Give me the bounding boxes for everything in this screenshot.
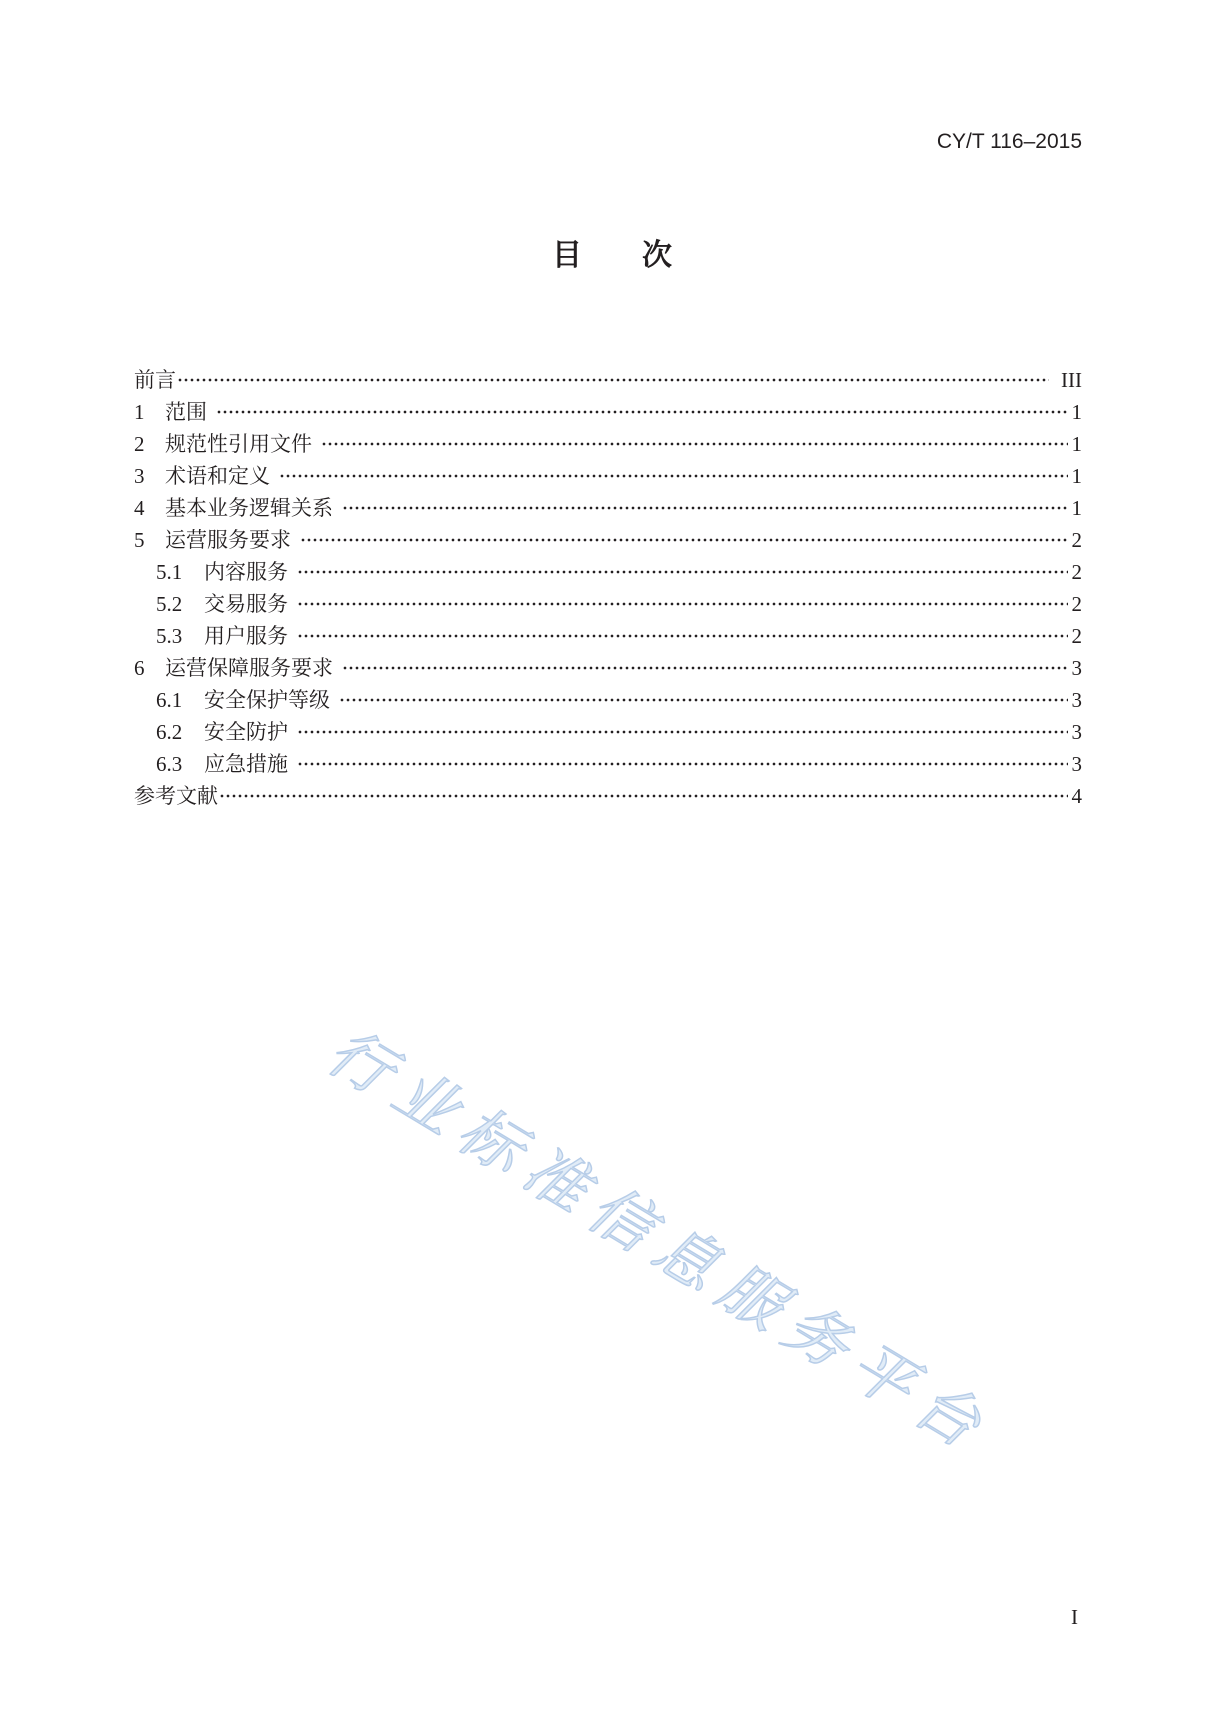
toc-entry (134, 492, 1082, 524)
table-of-contents (134, 364, 1082, 812)
toc-entry-number: 2 (134, 432, 145, 456)
toc-entry (134, 460, 1082, 492)
toc-entry-number: 5 (134, 528, 145, 552)
toc-leader-dots (178, 378, 1049, 382)
toc-entry (134, 716, 1082, 748)
toc-leader-dots (322, 442, 1068, 446)
toc-entry-page: 4 (1071, 784, 1082, 808)
toc-entry-title: 范围 (165, 400, 207, 424)
toc-entry-title: 运营服务要求 (165, 528, 291, 552)
toc-entry-number: 1 (134, 400, 145, 424)
toc-entry-title: 交易服务 (204, 592, 288, 616)
toc-entry (134, 588, 1082, 620)
toc-entry-page: 3 (1071, 720, 1082, 744)
toc-entry-number: 6.3 (156, 752, 183, 776)
page-number: I (1071, 1605, 1078, 1629)
toc-entry-number: 6.2 (156, 720, 183, 744)
toc-entry (134, 748, 1082, 780)
toc-leader-dots (298, 730, 1068, 734)
toc-entry-title: 前言 (134, 368, 176, 392)
toc-entry (134, 364, 1082, 396)
toc-entry-title: 术语和定义 (165, 464, 270, 488)
toc-entry-title: 用户服务 (204, 624, 288, 648)
toc-entry-title: 安全保护等级 (204, 688, 330, 712)
toc-entry-number: 5.3 (156, 624, 183, 648)
toc-entry-number: 4 (134, 496, 145, 520)
toc-leader-dots (298, 570, 1068, 574)
toc-leader-dots (298, 762, 1068, 766)
toc-leader-dots (301, 538, 1068, 542)
toc-leader-dots (217, 410, 1068, 414)
toc-entry (134, 780, 1082, 812)
toc-entry-number: 5.1 (156, 560, 183, 584)
toc-entry-number: 6.1 (156, 688, 183, 712)
document-code: CY/T 116–2015 (936, 130, 1082, 153)
toc-entry-page: 2 (1071, 560, 1082, 584)
toc-entry-page: 3 (1071, 688, 1082, 712)
toc-entry-page: 1 (1071, 400, 1082, 424)
toc-entry-title: 参考文献 (134, 784, 218, 808)
toc-entry-title: 安全防护 (204, 720, 288, 744)
toc-entry-title: 规范性引用文件 (165, 432, 312, 456)
toc-entry (134, 396, 1082, 428)
toc-entry-title: 应急措施 (204, 752, 288, 776)
page-title: 目 次 (552, 238, 672, 273)
toc-leader-dots (280, 474, 1068, 478)
toc-entry-page: 1 (1071, 432, 1082, 456)
toc-entry-title: 内容服务 (204, 560, 288, 584)
toc-entry (134, 428, 1082, 460)
toc-entry (134, 620, 1082, 652)
toc-entry-number: 3 (134, 464, 145, 488)
toc-entry (134, 556, 1082, 588)
toc-entry (134, 652, 1082, 684)
toc-leader-dots (220, 794, 1068, 798)
toc-leader-dots (343, 666, 1068, 670)
toc-leader-dots (298, 602, 1068, 606)
toc-entry-page: 2 (1071, 592, 1082, 616)
toc-entry-page: 1 (1071, 496, 1082, 520)
toc-entry-page: III (1061, 368, 1082, 392)
toc-entry (134, 524, 1082, 556)
toc-entry-number: 6 (134, 656, 145, 680)
toc-entry-page: 3 (1071, 752, 1082, 776)
toc-entry-page: 2 (1071, 624, 1082, 648)
watermark: 行业标准信息服务平台 (315, 1014, 1005, 1469)
toc-leader-dots (298, 634, 1068, 638)
toc-leader-dots (340, 698, 1068, 702)
toc-entry-page: 2 (1071, 528, 1082, 552)
toc-entry (134, 684, 1082, 716)
toc-entry-page: 3 (1071, 656, 1082, 680)
toc-leader-dots (343, 506, 1068, 510)
toc-entry-title: 基本业务逻辑关系 (165, 496, 333, 520)
toc-entry-page: 1 (1071, 464, 1082, 488)
toc-entry-title: 运营保障服务要求 (165, 656, 333, 680)
toc-entry-number: 5.2 (156, 592, 183, 616)
